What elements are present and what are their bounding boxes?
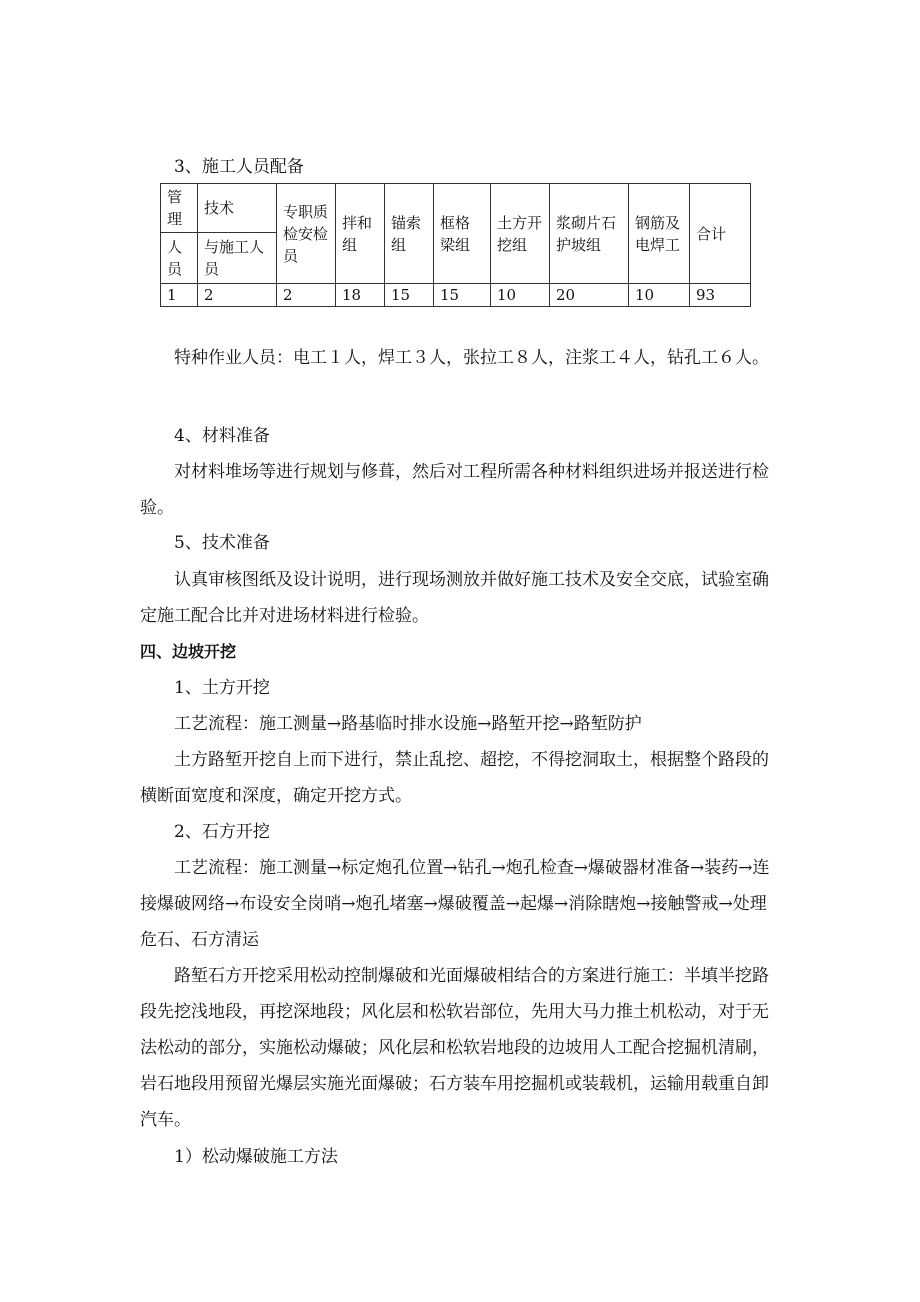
value-rebar: 10 xyxy=(629,284,690,307)
rockwork-flow: 工艺流程：施工测量→标定炮孔位置→钻孔→炮孔检查→爆破器材准备→装药→连接爆破网络→布设安全岗哨→炮孔堵塞→爆破覆盖→起爆→消除瞎炮→接触警戒→处理危石、石方清运 xyxy=(140,858,770,950)
value-earthwork: 10 xyxy=(491,284,550,307)
earthwork-heading: 1、土方开挖 xyxy=(174,678,270,698)
col-rebar-welder: 钢筋及电焊工 xyxy=(629,184,690,284)
col-technical: 技术 xyxy=(198,184,277,233)
col-anchor-cable-team: 锚索组 xyxy=(385,184,434,284)
value-total: 93 xyxy=(690,284,751,307)
loose-blasting-heading: 1）松动爆破施工方法 xyxy=(174,1147,338,1167)
value-masonry: 20 xyxy=(550,284,629,307)
col-management: 管理 xyxy=(161,184,198,233)
staffing-table xyxy=(160,183,751,307)
staffing-heading: 3、施工人员配备 xyxy=(174,157,304,177)
rockwork-paragraph: 路堑石方开挖采用松动控制爆破和光面爆破相结合的方案进行施工：半填半挖路段先挖浅地段，再挖深地段；风化层和松软岩部位，先用大马力推土机松动，对于无法松动的部分，实施松动爆破；风化层和松软岩地段的边坡用人工配合挖掘机清刷，岩石地段用预留光爆层实施光面爆破；石方装车用挖掘机或装载机，运输用载重自卸汽车。 xyxy=(140,966,769,1130)
technical-heading: 5、技术准备 xyxy=(174,533,270,553)
value-frame-beam: 15 xyxy=(434,284,491,307)
value-technical: 2 xyxy=(198,284,277,307)
col-earthwork-team: 土方开挖组 xyxy=(491,184,550,284)
value-mixing: 18 xyxy=(336,284,385,307)
col-total: 合计 xyxy=(690,184,751,284)
value-management: 1 xyxy=(161,284,198,307)
col-management-sub: 人员 xyxy=(161,233,198,284)
col-technical-sub: 与施工人员 xyxy=(198,233,277,284)
value-inspector: 2 xyxy=(277,284,336,307)
rockwork-heading: 2、石方开挖 xyxy=(174,822,270,842)
col-masonry-slope-team: 浆砌片石护坡组 xyxy=(550,184,629,284)
technical-paragraph: 认真审核图纸及设计说明，进行现场测放并做好施工技术及安全交底，试验室确定施工配合比并对进场材料进行检验。 xyxy=(140,570,769,626)
earthwork-paragraph: 土方路堑开挖自上而下进行，禁止乱挖、超挖，不得挖洞取土，根据整个路段的横断面宽度和深度，确定开挖方式。 xyxy=(140,750,769,806)
special-workers-paragraph: 特种作业人员：电工１人，焊工３人，张拉工８人，注浆工４人，钻孔工６人。 xyxy=(174,348,769,368)
col-frame-beam-team: 框格梁组 xyxy=(434,184,491,284)
value-anchor: 15 xyxy=(385,284,434,307)
section-title: 四、边坡开挖 xyxy=(140,642,237,661)
materials-heading: 4、材料准备 xyxy=(174,426,270,446)
col-mixing-team: 拌和组 xyxy=(336,184,385,284)
earthwork-flow: 工艺流程：施工测量→路基临时排水设施→路堑开挖→路堑防护 xyxy=(174,714,642,734)
col-quality-safety-inspector: 专职质检安检员 xyxy=(277,184,336,284)
materials-paragraph: 对材料堆场等进行规划与修葺，然后对工程所需各种材料组织进场并报送进行检验。 xyxy=(140,462,769,518)
